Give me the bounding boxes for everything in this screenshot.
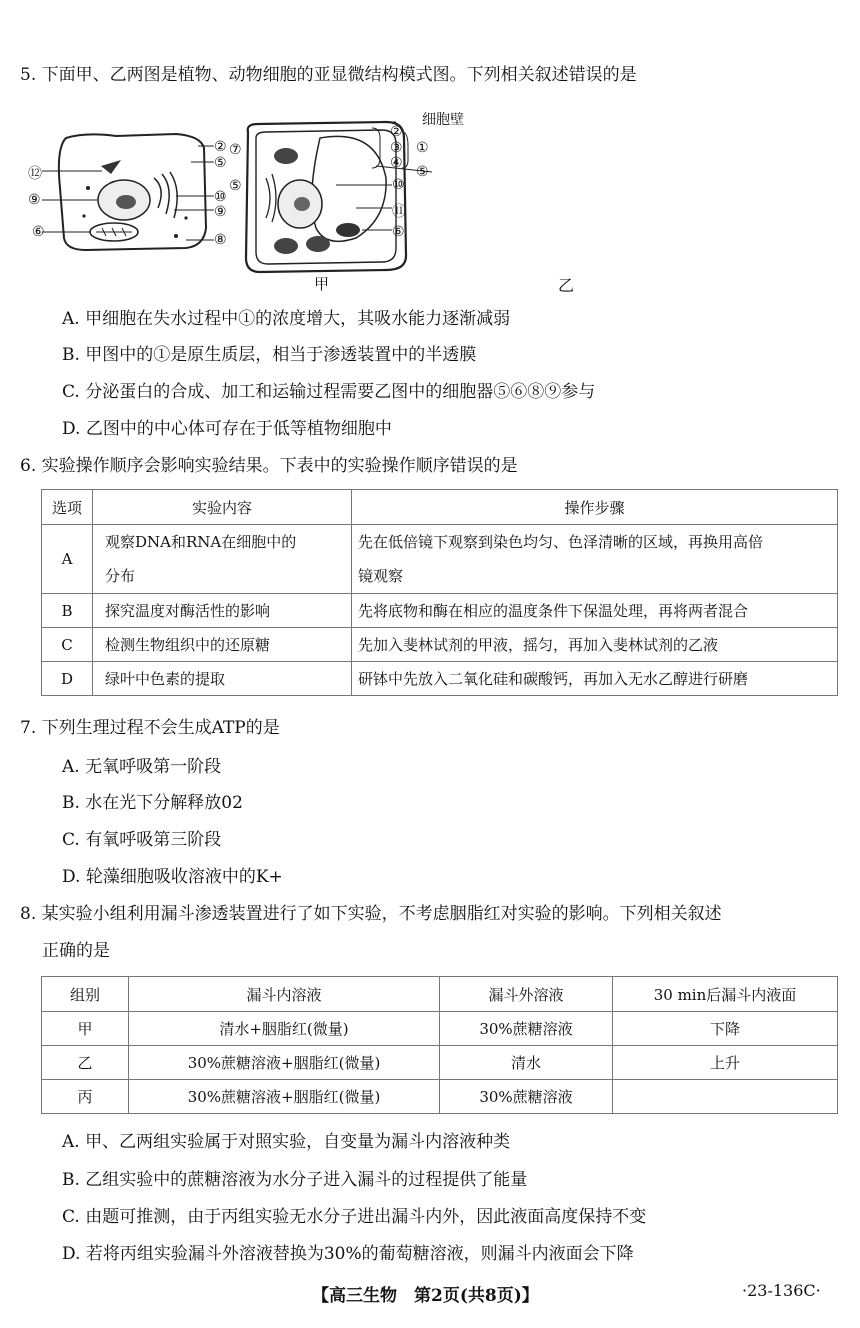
table-row bbox=[42, 628, 838, 662]
q8-cell-inside: 清水+胭脂红(微量) bbox=[129, 1012, 440, 1046]
q8-cell-result: 上升 bbox=[613, 1046, 838, 1080]
label-plant-brace: ① bbox=[416, 140, 429, 156]
label-animal-2: ⑤ bbox=[214, 155, 227, 171]
question-6-stem: 6. 实验操作顺序会影响实验结果。下表中的实验操作顺序错误的是 bbox=[20, 456, 518, 476]
question-5-stem: 5. 下面甲、乙两图是植物、动物细胞的亚显微结构模式图。下列相关叙述错误的是 bbox=[20, 65, 637, 85]
q6-header-steps: 操作步骤 bbox=[352, 490, 838, 525]
q7-option-d[interactable]: D. 轮藻细胞吸收溶液中的K+ bbox=[62, 867, 283, 887]
label-animal-1: ② bbox=[214, 139, 227, 155]
q8-cell-result bbox=[613, 1080, 838, 1114]
q6-table bbox=[41, 489, 838, 696]
q8-cell-result: 下降 bbox=[613, 1012, 838, 1046]
figure-caption-yi: 乙 bbox=[558, 276, 575, 295]
label-plant-right-4: ⑤ bbox=[416, 164, 429, 180]
q8-option-a[interactable]: A. 甲、乙两组实验属于对照实验，自变量为漏斗内溶液种类 bbox=[62, 1132, 511, 1152]
q8-header-outside: 漏斗外溶液 bbox=[440, 977, 613, 1012]
q5-option-c[interactable]: C. 分泌蛋白的合成、加工和运输过程需要乙图中的细胞器⑤⑥⑧⑨参与 bbox=[62, 382, 596, 402]
table-row bbox=[42, 1046, 838, 1080]
q8-table bbox=[41, 976, 838, 1114]
table-row bbox=[42, 1012, 838, 1046]
q6-cell-opt: D bbox=[42, 662, 93, 696]
q8-cell-inside: 30%蔗糖溶液+胭脂红(微量) bbox=[129, 1046, 440, 1080]
q8-header-group: 组别 bbox=[42, 977, 129, 1012]
label-plant-right-7: ⑥ bbox=[392, 224, 405, 240]
label-animal-5: ⑩ bbox=[214, 189, 227, 205]
q5-option-d[interactable]: D. 乙图中的中心体可存在于低等植物细胞中 bbox=[62, 419, 392, 439]
q8-cell-group: 甲 bbox=[42, 1012, 129, 1046]
q8-cell-outside: 清水 bbox=[440, 1046, 613, 1080]
cell-wall-label: 细胞壁 bbox=[422, 112, 464, 128]
q6-cell-step: 研钵中先放入二氧化硅和碳酸钙，再加入无水乙醇进行研磨 bbox=[352, 662, 838, 696]
page-footer-title: 【高三生物 第2页(共8页)】 bbox=[312, 1286, 539, 1306]
q8-cell-group: 丙 bbox=[42, 1080, 129, 1114]
exam-code: ·23-136C· bbox=[742, 1281, 821, 1300]
label-animal-4: ⑨ bbox=[28, 192, 41, 208]
q8-header-result: 30 min后漏斗内液面 bbox=[613, 977, 838, 1012]
q7-option-c[interactable]: C. 有氧呼吸第三阶段 bbox=[62, 830, 222, 850]
q6-header-option: 选项 bbox=[42, 490, 93, 525]
question-8-stem-line1: 8. 某实验小组利用漏斗渗透装置进行了如下实验，不考虑胭脂红对实验的影响。下列相关叙述 bbox=[20, 904, 722, 924]
label-animal-3: ⑫ bbox=[28, 166, 42, 182]
q8-cell-outside: 30%蔗糖溶液 bbox=[440, 1080, 613, 1114]
q8-option-c[interactable]: C. 由题可推测，由于丙组实验无水分子进出漏斗内外，因此液面高度保持不变 bbox=[62, 1207, 647, 1227]
label-plant-right-3: ④ bbox=[390, 155, 403, 171]
q8-cell-group: 乙 bbox=[42, 1046, 129, 1080]
table-row bbox=[42, 1080, 838, 1114]
label-animal-6: ⑨ bbox=[214, 204, 227, 220]
q6-cell-content: 观察DNA和RNA在细胞中的 分布 bbox=[93, 525, 352, 594]
table-row bbox=[42, 662, 838, 696]
q7-option-b[interactable]: B. 水在光下分解释放02 bbox=[62, 793, 243, 813]
q7-option-a[interactable]: A. 无氧呼吸第一阶段 bbox=[62, 757, 222, 777]
q8-cell-outside: 30%蔗糖溶液 bbox=[440, 1012, 613, 1046]
table-row bbox=[42, 525, 838, 594]
q8-option-d[interactable]: D. 若将丙组实验漏斗外溶液替换为30%的葡萄糖溶液，则漏斗内液面会下降 bbox=[62, 1244, 634, 1264]
label-plant-right-6: ⑪ bbox=[392, 204, 406, 220]
question-7-stem: 7. 下列生理过程不会生成ATP的是 bbox=[20, 718, 280, 738]
q6-cell-step: 先加入斐林试剂的甲液，摇匀，再加入斐林试剂的乙液 bbox=[352, 628, 838, 662]
label-animal-7: ⑥ bbox=[32, 224, 45, 240]
table-row bbox=[42, 594, 838, 628]
label-animal-8: ⑧ bbox=[214, 232, 227, 248]
q6-cell-content: 检测生物组织中的还原糖 bbox=[93, 628, 352, 662]
q8-cell-inside: 30%蔗糖溶液+胭脂红(微量) bbox=[129, 1080, 440, 1114]
q6-cell-content: 绿叶中色素的提取 bbox=[93, 662, 352, 696]
q6-cell-opt: B bbox=[42, 594, 93, 628]
figure-caption-jia: 甲 bbox=[314, 275, 330, 293]
q6-cell-content: 探究温度对酶活性的影响 bbox=[93, 594, 352, 628]
label-plant-left-1: ⑦ bbox=[229, 142, 242, 158]
q6-cell-step: 先将底物和酶在相应的温度条件下保温处理，再将两者混合 bbox=[352, 594, 838, 628]
q6-cell-step: 先在低倍镜下观察到染色均匀、色泽清晰的区域，再换用高倍 镜观察 bbox=[352, 525, 838, 594]
label-plant-right-2: ③ bbox=[390, 140, 403, 156]
q6-cell-opt: A bbox=[42, 525, 93, 594]
question-8-stem-line2: 正确的是 bbox=[42, 941, 110, 961]
q6-cell-opt: C bbox=[42, 628, 93, 662]
q5-option-a[interactable]: A. 甲细胞在失水过程中①的浓度增大，其吸水能力逐渐减弱 bbox=[62, 309, 511, 329]
q6-header-content: 实验内容 bbox=[93, 490, 352, 525]
label-plant-left-2: ⑤ bbox=[229, 178, 242, 194]
q5-option-b[interactable]: B. 甲图中的①是原生质层，相当于渗透装置中的半透膜 bbox=[62, 345, 477, 365]
q8-header-inside: 漏斗内溶液 bbox=[129, 977, 440, 1012]
q8-option-b[interactable]: B. 乙组实验中的蔗糖溶液为水分子进入漏斗的过程提供了能量 bbox=[62, 1170, 528, 1190]
label-plant-right-5: ⑩ bbox=[392, 177, 405, 193]
label-plant-right-1: ② bbox=[390, 124, 403, 140]
